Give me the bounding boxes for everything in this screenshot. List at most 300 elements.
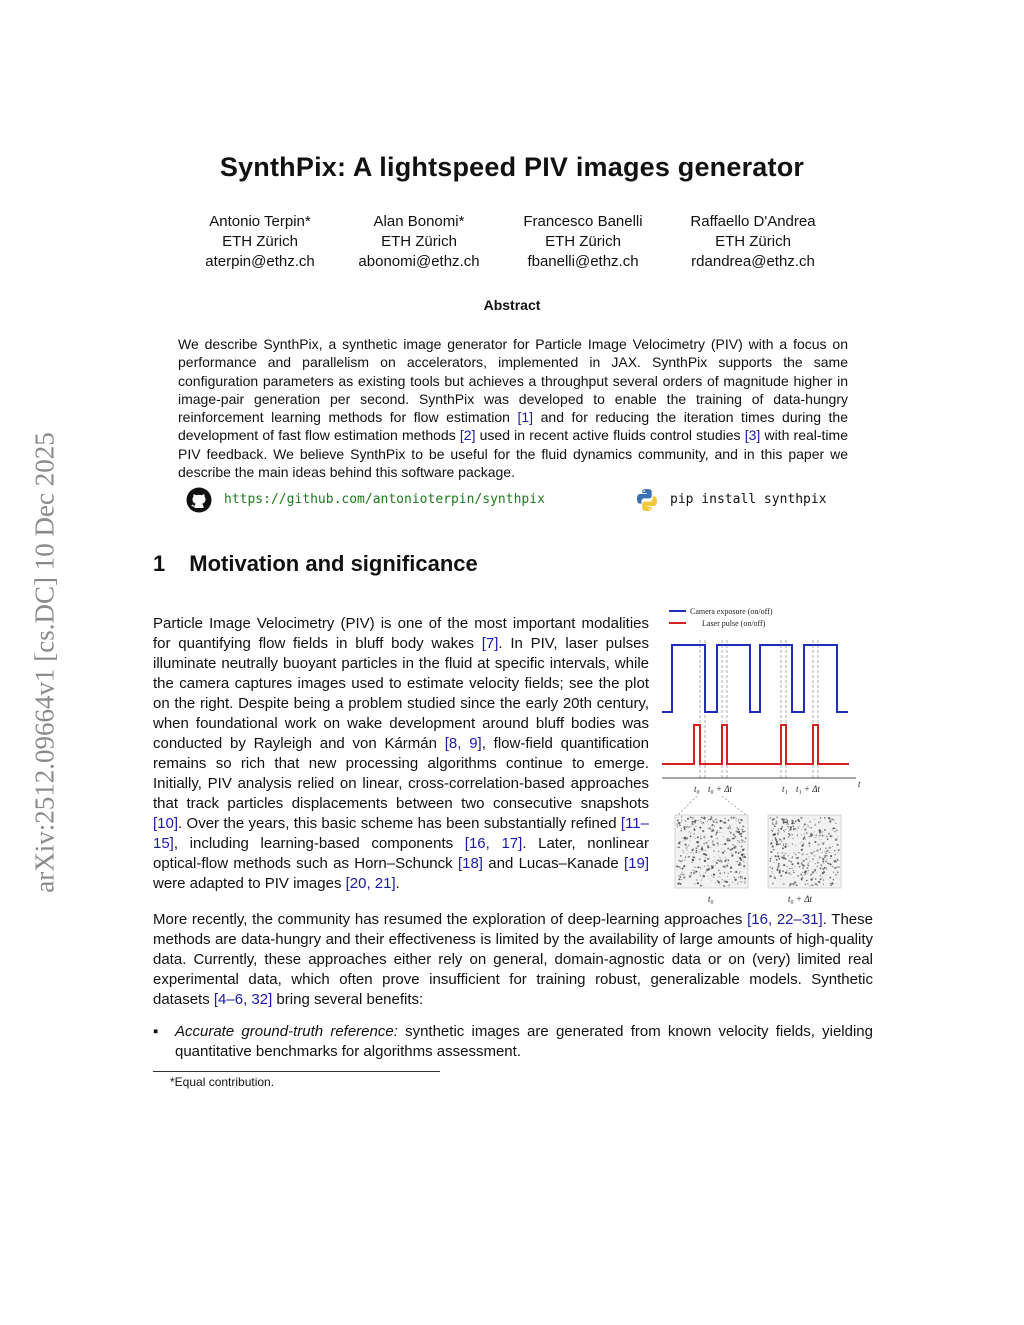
bullet-item <box>153 1022 873 1062</box>
particle-speck <box>774 825 776 827</box>
particle-speck <box>783 864 785 866</box>
particle-speck <box>685 820 686 821</box>
particle-speck <box>833 819 835 821</box>
text-run: . <box>395 875 400 892</box>
particle-speck <box>815 863 816 864</box>
particle-speck <box>797 819 799 821</box>
particle-speck <box>801 878 803 880</box>
particle-speck <box>687 826 688 827</box>
particle-speck <box>707 846 709 848</box>
particle-speck <box>731 853 732 854</box>
particle-speck <box>717 845 718 846</box>
particle-speck <box>774 837 776 839</box>
particle-speck <box>707 821 708 822</box>
particle-speck <box>779 870 781 872</box>
particle-speck <box>704 818 706 820</box>
particle-speck <box>703 875 705 877</box>
camera-exposure-signal <box>662 645 848 712</box>
particle-speck <box>697 882 699 884</box>
particle-speck <box>682 850 683 851</box>
particle-speck <box>701 879 702 880</box>
particle-speck <box>723 885 725 887</box>
section-heading <box>153 551 478 577</box>
particle-speck <box>807 873 808 874</box>
particle-speck <box>745 837 747 839</box>
particle-speck <box>697 845 699 847</box>
particle-speck <box>834 828 835 829</box>
particle-speck <box>677 823 678 824</box>
particle-speck <box>713 850 714 851</box>
particle-speck <box>695 851 697 853</box>
particle-speck <box>722 879 724 881</box>
particle-speck <box>834 860 836 862</box>
particle-speck <box>807 864 808 865</box>
citation-link[interactable]: [7] <box>481 635 499 652</box>
citation-link[interactable]: [11–15] <box>153 815 649 852</box>
particle-speck <box>783 844 784 845</box>
particle-speck <box>836 867 837 868</box>
particle-speck <box>817 885 818 886</box>
particle-speck <box>777 855 779 857</box>
particle-speck <box>740 871 741 872</box>
particle-speck <box>812 834 814 836</box>
particle-speck <box>699 827 701 829</box>
particle-speck <box>744 831 746 833</box>
particle-speck <box>722 866 724 868</box>
particle-speck <box>809 861 810 862</box>
particle-speck <box>782 847 784 849</box>
particle-speck <box>706 855 707 856</box>
particle-speck <box>699 872 700 873</box>
particle-speck <box>808 834 809 835</box>
particle-speck <box>697 820 699 822</box>
github-icon[interactable] <box>186 487 212 513</box>
body-paragraph <box>153 910 873 1010</box>
text-run: . These methods are data-hungry and their effectiveness is limited by the availability of large amounts of high-quality data. Currently, these approaches either rely on general, domain-agnostic data or on (very) limited real experimental data, which often prove insufficient for training robust, generalizable models. Synthetic datasets <box>153 911 873 1008</box>
particle-speck <box>787 820 789 822</box>
particle-speck <box>775 825 776 826</box>
particle-speck <box>691 823 693 825</box>
author-email[interactable]: rdandrea@ethz.ch <box>691 253 815 270</box>
particle-speck <box>682 841 683 842</box>
particle-speck <box>829 877 831 879</box>
particle-speck <box>800 873 802 875</box>
particle-speck <box>711 831 712 832</box>
particle-speck <box>724 857 725 858</box>
particle-speck <box>772 845 774 847</box>
particle-speck <box>695 838 696 839</box>
particle-speck <box>791 861 793 863</box>
particle-speck <box>716 838 718 840</box>
particle-speck <box>788 824 789 825</box>
particle-speck <box>696 879 698 881</box>
particle-speck <box>681 879 682 880</box>
citation-link[interactable]: [19] <box>623 855 649 872</box>
citation-link[interactable]: [16, 17] <box>464 835 523 852</box>
particle-speck <box>836 877 837 878</box>
particle-speck <box>801 859 802 860</box>
author-block <box>503 212 663 272</box>
particle-speck <box>719 832 720 833</box>
particle-speck <box>734 838 735 839</box>
repository-link[interactable]: https://github.com/antonioterpin/synthpix <box>224 492 545 507</box>
particle-speck <box>787 822 789 824</box>
particle-speck <box>676 865 678 867</box>
particle-speck <box>695 820 697 822</box>
particle-speck <box>680 842 681 843</box>
particle-speck <box>701 823 702 824</box>
particle-speck <box>797 857 799 859</box>
particle-speck <box>734 872 735 873</box>
particle-speck <box>829 852 830 853</box>
particle-speck <box>732 838 734 840</box>
particle-speck <box>826 861 827 862</box>
citation-link[interactable]: [1] <box>517 409 534 426</box>
author-block <box>180 212 340 272</box>
particle-speck <box>822 872 824 874</box>
particle-speck <box>720 878 721 879</box>
particle-speck <box>819 817 821 819</box>
particle-speck <box>679 824 681 826</box>
particle-speck <box>823 862 824 863</box>
particle-speck <box>821 831 823 833</box>
particle-speck <box>789 885 790 886</box>
particle-speck <box>835 833 836 834</box>
particle-speck <box>807 825 809 827</box>
particle-speck <box>796 857 797 858</box>
particle-speck <box>824 867 825 868</box>
particle-speck <box>736 827 737 828</box>
particle-speck <box>778 828 779 829</box>
particle-speck <box>687 853 688 854</box>
particle-speck <box>811 853 813 855</box>
citation-link[interactable]: [3] <box>744 427 761 444</box>
particle-speck <box>699 851 700 852</box>
section-title: Motivation and significance <box>189 551 478 576</box>
particle-speck <box>688 826 690 828</box>
paper-title: SynthPix: A lightspeed PIV images generator <box>219 152 805 182</box>
particle-speck <box>683 851 684 852</box>
particle-speck <box>744 841 745 842</box>
particle-speck <box>729 831 730 832</box>
particle-speck <box>726 865 728 867</box>
particle-speck <box>685 844 687 846</box>
particle-speck <box>681 828 682 829</box>
particle-speck <box>802 853 804 855</box>
python-icon <box>634 487 660 513</box>
particle-speck <box>705 842 707 844</box>
particle-speck <box>740 859 742 861</box>
particle-speck <box>820 821 821 822</box>
particle-speck <box>809 845 810 846</box>
particle-speck <box>708 828 710 830</box>
footnote-rule <box>153 1071 440 1072</box>
particle-speck <box>814 841 816 843</box>
particle-speck <box>716 831 718 833</box>
particle-speck <box>690 835 692 837</box>
particle-speck <box>783 855 785 857</box>
particle-speck <box>737 861 738 862</box>
particle-speck <box>778 863 779 864</box>
particle-speck <box>837 844 839 846</box>
particle-speck <box>720 857 721 858</box>
particle-speck <box>777 867 779 869</box>
particle-speck <box>680 874 681 875</box>
particle-speck <box>786 824 788 826</box>
particle-speck <box>691 862 692 863</box>
particle-speck <box>718 851 719 852</box>
particle-speck <box>832 866 833 867</box>
particle-speck <box>823 884 824 885</box>
particle-speck <box>796 884 798 886</box>
particle-speck <box>814 855 815 856</box>
particle-speck <box>771 876 772 877</box>
pip-install-command[interactable]: pip install synthpix <box>670 492 827 507</box>
particle-speck <box>719 857 720 858</box>
time-axis-label: t <box>858 779 861 789</box>
author-email[interactable]: abonomi@ethz.ch <box>358 253 480 270</box>
particle-speck <box>787 826 788 827</box>
citation-link[interactable]: [16, 22–31] <box>747 911 823 928</box>
particle-speck <box>773 824 775 826</box>
particle-speck <box>684 838 685 839</box>
particle-speck <box>716 818 718 820</box>
citation-link[interactable]: [8, 9] <box>444 735 482 752</box>
particle-speck <box>824 817 826 819</box>
particle-speck <box>794 823 795 824</box>
particle-speck <box>726 881 728 883</box>
particle-speck <box>802 861 803 862</box>
particle-speck <box>691 852 692 853</box>
particle-speck <box>772 822 773 823</box>
particle-speck <box>705 871 706 872</box>
particle-speck <box>700 821 701 822</box>
particle-speck <box>818 844 820 846</box>
particle-speck <box>678 878 680 880</box>
particle-speck <box>782 852 783 853</box>
particle-speck <box>779 872 781 874</box>
particle-speck <box>692 859 694 861</box>
particle-speck <box>732 882 733 883</box>
particle-speck <box>732 844 734 846</box>
particle-speck <box>792 843 793 844</box>
particle-speck <box>713 844 715 846</box>
particle-speck <box>701 847 703 849</box>
particle-speck <box>830 884 832 886</box>
particle-speck <box>772 883 774 885</box>
particle-speck <box>810 822 811 823</box>
particle-speck <box>716 821 718 823</box>
particle-speck <box>734 884 735 885</box>
particle-speck <box>693 853 694 854</box>
text-run: , flow-field quantification remains so rich that new processing algorithms continue to emerge. Initially, PIV analysis relied on linear, cross-correlation-based approaches that track particles displacements between two consecutive snapshots <box>153 735 649 812</box>
particle-speck <box>776 869 778 871</box>
particle-speck <box>795 820 797 822</box>
particle-speck <box>717 859 719 861</box>
particle-speck <box>682 860 683 861</box>
particle-speck <box>770 851 772 853</box>
particle-speck <box>778 865 780 867</box>
particle-speck <box>723 882 724 883</box>
particle-speck <box>776 841 778 843</box>
particle-speck <box>691 874 692 875</box>
particle-speck <box>695 847 697 849</box>
author-name: Raffaello D'Andrea <box>690 213 816 230</box>
particle-speck <box>804 823 806 825</box>
particle-speck <box>693 836 694 837</box>
particle-speck <box>730 871 732 873</box>
particle-speck <box>737 840 738 841</box>
particle-speck <box>739 872 740 873</box>
particle-speck <box>727 827 729 829</box>
particle-speck <box>823 842 825 844</box>
particle-speck <box>737 882 738 883</box>
particle-speck <box>833 872 834 873</box>
particle-speck <box>680 883 682 885</box>
particle-speck <box>777 833 778 834</box>
author-affiliation: ETH Zürich <box>545 233 621 250</box>
particle-speck <box>721 832 722 833</box>
particle-speck <box>788 831 789 832</box>
particle-speck <box>736 871 738 873</box>
particle-speck <box>810 852 811 853</box>
particle-speck <box>824 829 826 831</box>
particle-speck <box>777 852 778 853</box>
citation-link[interactable]: [2] <box>459 427 476 444</box>
abstract-text-run: with real-time PIV feedback. We believe SynthPix to be useful for the fluid dynamics community, and in this paper we describe the main ideas behind this software package. <box>178 427 848 481</box>
particle-speck <box>724 850 726 852</box>
particle-speck <box>677 883 679 885</box>
particle-speck <box>722 852 724 854</box>
particle-speck <box>743 865 745 867</box>
particle-speck <box>718 870 719 871</box>
citation-link[interactable]: [10] <box>153 815 179 832</box>
particle-speck <box>783 819 785 821</box>
particle-speck <box>744 877 746 879</box>
particle-speck <box>683 873 685 875</box>
particle-speck <box>680 844 681 845</box>
particle-speck <box>826 868 827 869</box>
particle-speck <box>832 829 833 830</box>
text-run: . In PIV, laser pulses illuminate neutrally buoyant particles in the fluid at specific intervals, while the camera captures images used to estimate velocity fields; see the plot on the right. Despite being a problem studied since the early 20th century, when foundational work on wake development around bluff bodies was conducted by Rayleigh and von Kármán <box>153 635 650 752</box>
particle-speck <box>832 862 833 863</box>
author-name: Alan Bonomi* <box>373 213 465 230</box>
particle-speck <box>774 862 775 863</box>
particle-speck <box>695 826 696 827</box>
particle-speck <box>833 867 834 868</box>
particle-speck <box>807 864 809 866</box>
particle-speck <box>738 852 740 854</box>
particle-speck <box>780 828 782 830</box>
particle-speck <box>733 834 735 836</box>
particle-speck <box>716 862 718 864</box>
particle-speck <box>690 826 691 827</box>
citation-link[interactable]: [20, 21] <box>345 875 396 892</box>
particle-speck <box>826 851 827 852</box>
particle-speck <box>772 830 773 831</box>
particle-speck <box>788 872 790 874</box>
particle-speck <box>802 875 803 876</box>
particle-speck <box>702 877 703 878</box>
particle-speck <box>808 842 810 844</box>
particle-speck <box>819 829 821 831</box>
particle-speck <box>691 818 693 820</box>
particle-speck <box>727 859 729 861</box>
particle-speck <box>815 878 817 880</box>
particle-speck <box>824 851 825 852</box>
particle-speck <box>679 847 680 848</box>
particle-speck <box>702 846 703 847</box>
particle-speck <box>804 860 805 861</box>
particle-speck <box>791 863 793 865</box>
particle-speck <box>708 819 709 820</box>
particle-speck <box>693 834 694 835</box>
citation-link[interactable]: [18] <box>457 855 483 872</box>
particle-speck <box>773 828 774 829</box>
particle-speck <box>783 883 785 885</box>
particle-speck <box>783 857 785 859</box>
particle-speck <box>834 850 835 851</box>
particle-speck <box>740 819 742 821</box>
particle-speck <box>743 860 745 862</box>
particle-speck <box>773 849 775 851</box>
particle-speck <box>799 826 800 827</box>
particle-speck <box>687 818 689 820</box>
particle-speck <box>680 822 681 823</box>
particle-speck <box>699 867 700 868</box>
image-caption-t0-dt: t₀ + Δt <box>788 894 812 904</box>
particle-speck <box>741 835 743 837</box>
particle-speck <box>731 854 733 856</box>
particle-speck <box>797 862 799 864</box>
particle-speck <box>806 853 808 855</box>
particle-speck <box>711 824 713 826</box>
author-email[interactable]: fbanelli@ethz.ch <box>527 253 639 270</box>
particle-speck <box>738 819 739 820</box>
particle-speck <box>729 828 731 830</box>
author-email[interactable]: aterpin@ethz.ch <box>205 253 315 270</box>
particle-speck <box>738 877 739 878</box>
particle-speck <box>816 849 818 851</box>
particle-speck <box>686 847 688 849</box>
citation-link[interactable]: [4–6, 32] <box>213 991 273 1008</box>
particle-speck <box>699 844 700 845</box>
particle-speck <box>792 866 793 867</box>
particle-speck <box>804 828 806 830</box>
particle-speck <box>742 878 743 879</box>
laser-pulse-signal <box>662 725 849 764</box>
particle-speck <box>722 821 723 822</box>
particle-speck <box>807 883 808 884</box>
particle-speck <box>694 883 695 884</box>
particle-speck <box>728 839 730 841</box>
particle-speck <box>742 841 743 842</box>
particle-speck <box>731 848 733 850</box>
particle-speck <box>719 827 721 829</box>
particle-speck <box>802 868 803 869</box>
particle-speck <box>793 870 794 871</box>
particle-speck <box>719 861 720 862</box>
particle-speck <box>693 872 695 874</box>
particle-speck <box>710 847 711 848</box>
particle-speck <box>712 829 714 831</box>
section-number: 1 <box>153 551 166 576</box>
particle-speck <box>781 840 782 841</box>
particle-speck <box>724 880 725 881</box>
particle-speck <box>809 828 810 829</box>
particle-speck <box>785 843 786 844</box>
author-affiliation: ETH Zürich <box>715 233 791 250</box>
